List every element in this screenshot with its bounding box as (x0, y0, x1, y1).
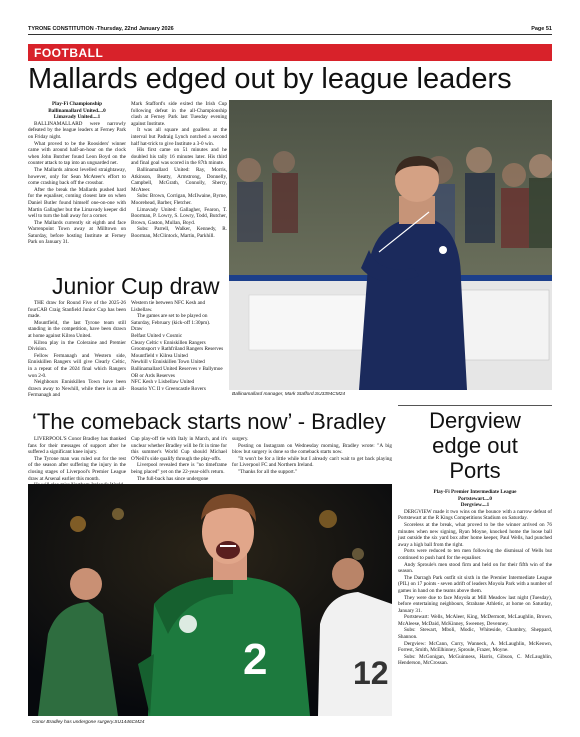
bradley-column-2 (131, 436, 227, 482)
paragraph: Fellow Fermanagh and Western side, Enniskillen Rangers will give Clearly Celtic, in a repeat of the 2024 final which Rangers won 2-0. (28, 352, 126, 379)
paragraph: The Mallards almost levelled straightaway, however, only for Sean McAteer's effort to come crashing back off the crossbar. (28, 166, 126, 187)
mallards-kicker-3: Limavady United....1 (53, 114, 101, 121)
paragraph: Liverpool revealed there is "no timeframe being placed" yet on the 22-year-old's return. (131, 462, 227, 475)
opponent-shirt-number: 12 (353, 655, 389, 691)
mallards-column-1 (28, 101, 126, 246)
draw-heading: Draw (131, 326, 143, 333)
paragraph: Scoreless at the break, what proved to be the winner arrived on 76 minutes when new signing, Ryan Moyne, knocked home the loose ball just outside the six yard box after home keeper, Paul Wells, had punched away a high ball from the right. (398, 521, 552, 548)
paragraph: Limavady United: Gallagher, Fearon, T. Boorman, P. Lowry, S. Lowry, Todd, Butcher, Brown, Gaston, Mullan, Boyd. (131, 206, 227, 226)
paragraph: Neighbours Enniskillen Town have been drawn away to Newhill, while there is an all-Fermanagh and (28, 379, 126, 399)
fixture: Cleary Celtic v Enniskillen Rangers (131, 339, 206, 346)
bradley-column-1 (28, 436, 126, 489)
dergview-kicker-2: Portstewart....0 (458, 495, 492, 502)
paragraph: BALLINAMALLARD were narrowly defeated by the league leaders at Ferney Park on Friday night. (28, 120, 126, 140)
fixture: Belfast United v Cosmic (131, 332, 183, 339)
junior-column-1 (28, 300, 126, 399)
junior-column-2 (131, 300, 227, 392)
paragraph: Subs: McGonigan, McGuinness, Harris, Gibson, C. McLaughlin, Henderson, McCrossan. (398, 653, 552, 667)
paragraph: Cup play-off tie with Italy in March, and it's unclear whether Bradley will be fit in time for this summer's World Cup should Michael O'Neill's side qualify through the play-offs. (131, 436, 227, 462)
paragraph: What proved to be the Roosiders' winner came with around half-an-hour on the clock when John Butcher found Leon Boyd on the counter attack to tap into an unguarded net. (28, 140, 126, 167)
bradley-photo-art (28, 484, 392, 716)
dergview-kicker-1: Play-Fi Premier Intermediate League (433, 489, 517, 495)
bradley-column-3 (232, 436, 392, 476)
dergview-headline (398, 408, 552, 483)
header-page-number: Page 51 (531, 26, 552, 32)
mallards-kicker-1: Play-Fi Championship (51, 101, 102, 107)
mallards-kicker-2: Ballinamallard United....0 (48, 107, 106, 114)
paragraph: Subs: Parrell, Walker, Kennedy, R. Boorman, McClintock, Martin, Parkhill. (131, 226, 227, 239)
paragraph: "Thanks for all the support." (238, 468, 298, 475)
paragraph: The Mallards currently sit eighth and face Warrenpoint Town away at Milltown on Saturday, before hosting Institute at Ferney Park on January 31. (28, 219, 126, 246)
mallards-column-2 (131, 101, 227, 239)
fixture: NFC Kesh v Lisbellaw United (131, 379, 195, 386)
bradley-photo-caption: Conor Bradley has undergone surgery.SU1446CM24 (32, 720, 145, 725)
paragraph: Mountfield, the last Tyrone team still standing in the competition, have been drawn at home against Kilrea United. (28, 319, 126, 339)
paragraph: Western tie between NFC Kesh and Lisbellaw. (131, 300, 206, 313)
paragraph: Ballinamallard United: Ray, Morris, Atkinson, Beatty, Armstrong, Donnelly, Campbell, McGrath, Connolly, Sherry, McAteer. (131, 166, 227, 193)
paragraph: The games are set to be played on Saturday, February (kick-off 1:30pm). (131, 313, 211, 326)
divider (398, 405, 552, 406)
dergview-headline-line-3: Ports (449, 458, 501, 483)
dergview-column (398, 489, 552, 667)
paragraph: It was all square and goalless at the interval but Padraig Lynch notched a second half hat-trick to give Institute a 3-0 win. (131, 127, 227, 147)
junior-cup-headline: Junior Cup draw (52, 273, 220, 299)
paragraph: Subs: Brown, Corrigan, McIlwaine, Byrne, Moorehead, Barber, Fletcher. (131, 193, 227, 206)
paragraph: DERGVIEW made it two wins on the bounce with a narrow defeat of Portstewart at the R Kings Competitions Stadium on Saturday. (398, 508, 552, 522)
fixture: Groomsport v Rathfriland Rangers Reserves (131, 346, 224, 353)
dergview-headline-line-1: Dergview (429, 408, 521, 433)
paragraph: Posting on Instagram on Wednesday morning, Bradley wrote: "A big blow but surgery is done so the comeback starts now. (232, 442, 392, 456)
manager-photo (229, 100, 552, 390)
paragraph: After the break the Mallards pushed hard for the equaliser, coming closest late on when Daniel Butler found himself one-on-one with Martin Gallagher but the Limavady keeper did well to turn the ball away for a corner. (28, 186, 126, 220)
mallards-headline: Mallards edged out by league leaders (28, 63, 512, 95)
paragraph: "It won't be for a little while but I already can't wait to get back playing for Liverpool FC and Northern Ireland. (232, 455, 392, 469)
dergview-headline-line-2: edge out (432, 433, 518, 458)
paragraph: His first came on 51 minutes and he doubled his tally 16 minutes later. His third and final goal was scored in the 87th minute. (131, 147, 227, 167)
bradley-photo (28, 484, 392, 716)
bradley-headline: ‘The comeback starts now’ - Bradley (32, 409, 386, 434)
paragraph: Subs: Stewart, Mboli, Modic, Whiteside, Chambry, Sheppard, Shannon. (398, 627, 552, 641)
paragraph: The Darragh Park outfit sit sixth in the Premier Intermediate League (PIL) on 17 points - seven adrift of leaders Moyola Park with a number of games in hand on the teams above them. (398, 574, 552, 594)
paragraph: Dergview: McCann, Curry, Wanneck, A. McLaughlin, McKeown, Forrest, Smith, McElhinney, Sproule, Frazer, Moyne. (398, 640, 552, 654)
paragraph: Mark Stafford's side exited the Irish Cup following defeat in the all-Championship clash at Ferney Park last Tuesday evening against Institute. (131, 101, 227, 127)
manager-photo-art (229, 100, 552, 390)
paragraph: They were due to face Moyola at Mill Meadow last night (Tuesday), before entertaining neighbours, Strabane Athletic, at home on Saturday, January 31. (398, 594, 552, 614)
paragraph: surgery. (232, 436, 249, 442)
paragraph: LIVERPOOL'S Conor Bradley has thanked fans for their messages of support after he suffered a significant knee injury. (28, 436, 126, 456)
section-label: FOOTBALL (34, 46, 104, 60)
section-bar (28, 44, 552, 61)
paragraph: Portstewart: Wells, McAleer, King, McDermott, McLaughlin, Brown, McAleese, McDaid, McKinney, Sweeney, Devenney. (398, 614, 552, 627)
manager-photo-caption: Ballinamallard manager, Mark Stafford.SU3394CM24 (232, 392, 346, 397)
paragraph: Ports were reduced to ten men following the dismissal of Wells but continued to push hard for the equaliser. (398, 548, 552, 561)
fixture: Newhill v Enniskillen Town United (131, 359, 205, 366)
paragraph: The full-back has since undergone (137, 475, 209, 482)
shirt-number: 2 (243, 635, 268, 684)
paragraph: The Tyrone man was ruled out for the rest of the season after suffering the injury in the closing stages of Liverpool's Premier League draw at Arsenal earlier this month. (28, 455, 126, 482)
dergview-kicker-3: Dergview....1 (460, 502, 490, 509)
fixture: Mountfield v Kilrea United (131, 352, 188, 359)
paragraph: Kilrea play in the Coleraine and Premier Division. (28, 339, 126, 353)
fixture: Ballinamallard United Reserves v Ballymoe OB or Ards Reserves (131, 365, 223, 379)
page-header (28, 26, 552, 35)
paragraph: Andy Sproule's men stood firm and held on for their fifth win of the season. (398, 561, 552, 575)
paragraph: THE draw for Round Five of the 2025-26 fourCAB Craig Stanfield Junior Cup has been made. (28, 300, 126, 320)
header-publication: TYRONE CONSTITUTION -Thursday, 22nd January 2026 (28, 26, 174, 32)
fixture: Rosario YC II v Greencastle Rovers (131, 385, 206, 392)
